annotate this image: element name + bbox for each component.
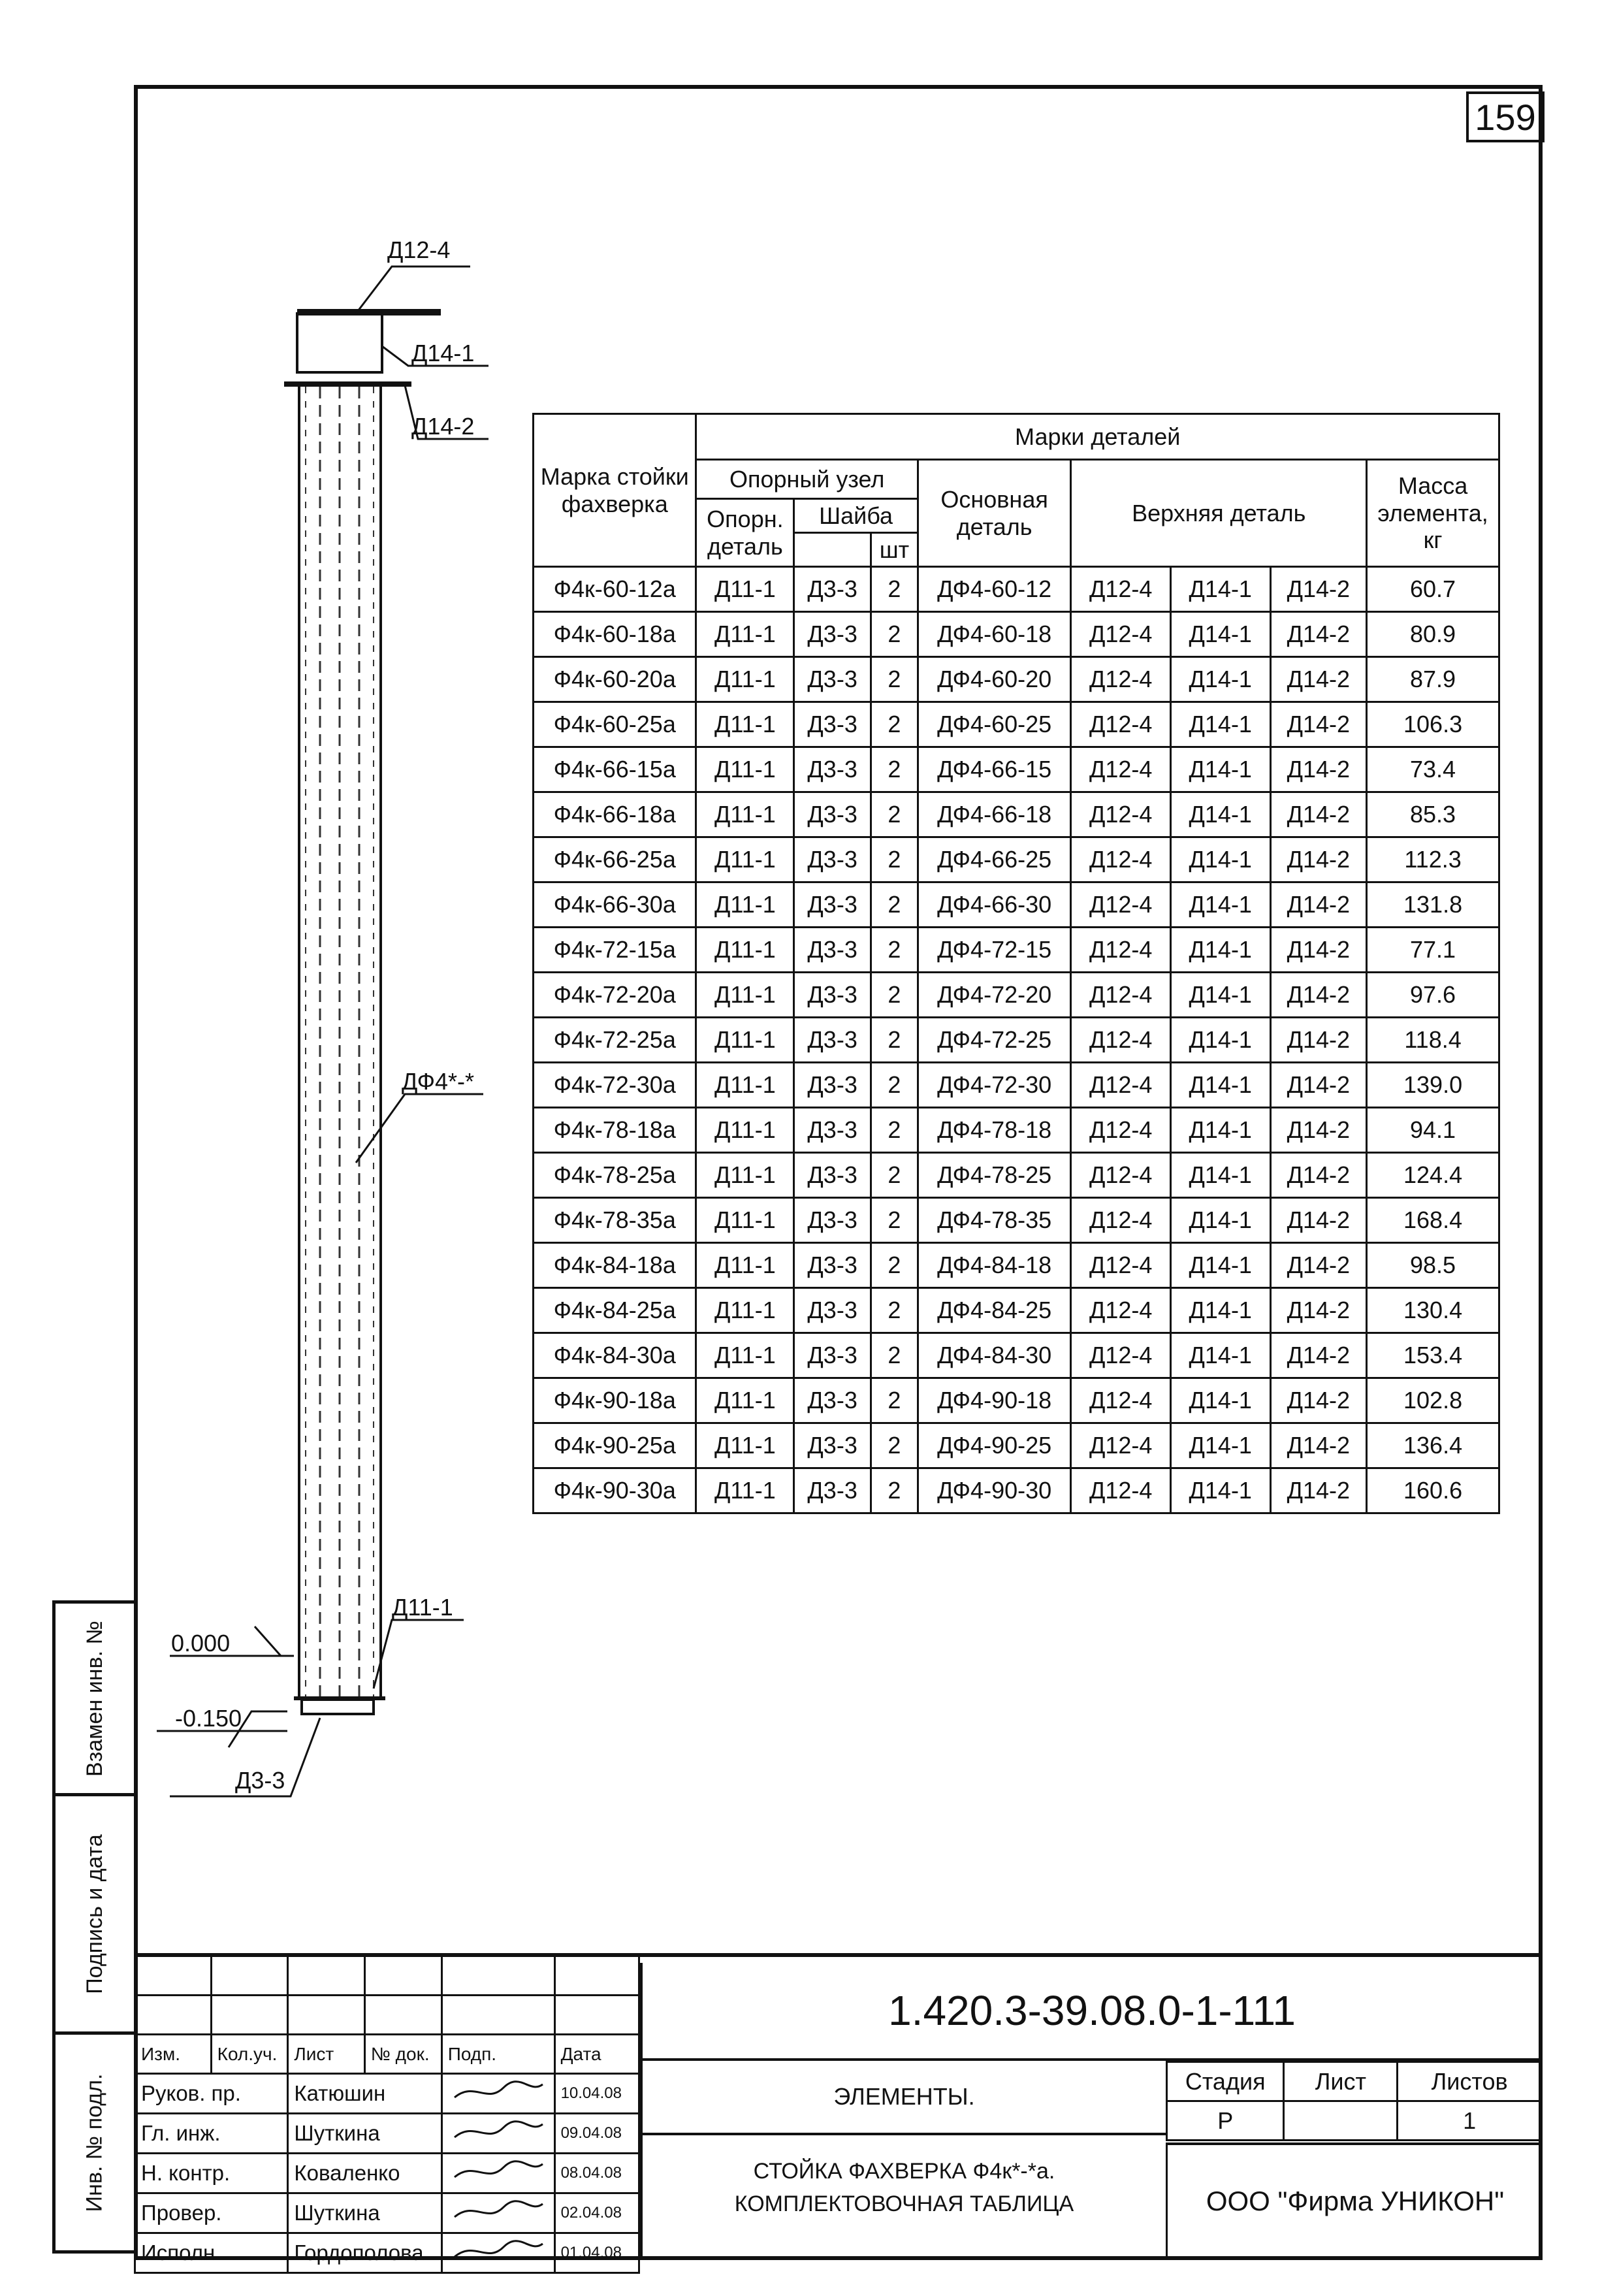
col-izm: Изм. <box>135 2035 212 2074</box>
leader-main <box>356 1094 483 1163</box>
washer-pcs: 2 <box>871 792 918 837</box>
upper-d14-2: Д14-2 <box>1270 973 1367 1018</box>
upper-d12: Д12-4 <box>1071 1198 1171 1243</box>
main-part: ДФ4-60-25 <box>918 702 1071 747</box>
support-part: Д11-1 <box>696 1108 794 1153</box>
washer-mark: Д3-3 <box>794 973 871 1018</box>
row-mark: Ф4к-60-12а <box>534 567 696 612</box>
washer-pcs: 2 <box>871 1063 918 1108</box>
signature <box>441 2154 554 2193</box>
sheet-value <box>1284 2101 1398 2141</box>
washer-mark: Д3-3 <box>794 882 871 928</box>
main-part: ДФ4-66-30 <box>918 882 1071 928</box>
col-doc: № док. <box>364 2035 441 2074</box>
support-part: Д11-1 <box>696 657 794 702</box>
table-row <box>534 1378 1499 1423</box>
washer-mark: Д3-3 <box>794 567 871 612</box>
upper-d14-1: Д14-1 <box>1170 1108 1270 1153</box>
main-part: ДФ4-78-18 <box>918 1108 1071 1153</box>
mass: 77.1 <box>1367 928 1499 973</box>
header-washer: Шайба <box>794 499 918 533</box>
revision-table <box>134 1955 640 2274</box>
washer-pcs: 2 <box>871 1108 918 1153</box>
main-part: ДФ4-90-18 <box>918 1378 1071 1423</box>
row-mark: Ф4к-78-25а <box>534 1153 696 1198</box>
label-d14-1: Д14-1 <box>411 340 475 366</box>
upper-d12: Д12-4 <box>1071 973 1171 1018</box>
date: 08.04.08 <box>554 2154 639 2193</box>
upper-d12: Д12-4 <box>1071 837 1171 882</box>
signature-row <box>135 2233 639 2273</box>
document-code: 1.420.3-39.08.0-1-111 <box>640 1963 1541 2061</box>
washer-mark: Д3-3 <box>794 1153 871 1198</box>
washer-mark: Д3-3 <box>794 837 871 882</box>
upper-d14-1: Д14-1 <box>1170 747 1270 792</box>
support-part: Д11-1 <box>696 882 794 928</box>
table-row <box>534 1198 1499 1243</box>
header-main-part: Основная деталь <box>918 460 1071 567</box>
signature-date-strip <box>52 1793 137 2035</box>
mass: 97.6 <box>1367 973 1499 1018</box>
main-shaft <box>299 385 381 1698</box>
upper-d12: Д12-4 <box>1071 1018 1171 1063</box>
signature <box>441 2193 554 2233</box>
washer-mark: Д3-3 <box>794 1333 871 1378</box>
col-kol: Кол.уч. <box>211 2035 288 2074</box>
role: Исполн. <box>135 2233 288 2273</box>
main-part: ДФ4-84-18 <box>918 1243 1071 1288</box>
stage-value: Р <box>1167 2101 1284 2141</box>
upper-d14-2: Д14-2 <box>1270 1288 1367 1333</box>
row-mark: Ф4к-90-30а <box>534 1468 696 1513</box>
upper-d12: Д12-4 <box>1071 1423 1171 1468</box>
washer-mark: Д3-3 <box>794 702 871 747</box>
main-part: ДФ4-84-25 <box>918 1288 1071 1333</box>
upper-d14-1: Д14-1 <box>1170 1153 1270 1198</box>
row-mark: Ф4к-72-20а <box>534 973 696 1018</box>
leader-d12-4 <box>356 267 470 314</box>
main-part: ДФ4-90-30 <box>918 1468 1071 1513</box>
washer-pcs: 2 <box>871 702 918 747</box>
washer-mark: Д3-3 <box>794 747 871 792</box>
washer-pcs: 2 <box>871 1198 918 1243</box>
sheets-label: Листов <box>1398 2062 1542 2101</box>
upper-d14-2: Д14-2 <box>1270 837 1367 882</box>
row-mark: Ф4к-66-15а <box>534 747 696 792</box>
sheet-number: 159 <box>1466 91 1545 142</box>
mass: 118.4 <box>1367 1018 1499 1063</box>
label-d3-3: Д3-3 <box>235 1767 285 1794</box>
upper-d12: Д12-4 <box>1071 1468 1171 1513</box>
row-mark: Ф4к-66-25а <box>534 837 696 882</box>
table-row <box>534 837 1499 882</box>
upper-d12: Д12-4 <box>1071 1333 1171 1378</box>
row-mark: Ф4к-72-30а <box>534 1063 696 1108</box>
table-row <box>534 1288 1499 1333</box>
header-part-marks: Марки деталей <box>696 414 1499 460</box>
mass: 106.3 <box>1367 702 1499 747</box>
mass: 136.4 <box>1367 1423 1499 1468</box>
table-row <box>534 1153 1499 1198</box>
support-part: Д11-1 <box>696 567 794 612</box>
upper-d14-2: Д14-2 <box>1270 1063 1367 1108</box>
table-row <box>534 1108 1499 1153</box>
support-part: Д11-1 <box>696 1243 794 1288</box>
label-elev-top: 0.000 <box>171 1630 231 1657</box>
table-row <box>534 1018 1499 1063</box>
support-part: Д11-1 <box>696 1423 794 1468</box>
replaced-inv-strip <box>52 1600 137 1796</box>
table-row <box>534 1243 1499 1288</box>
washer-pcs: 2 <box>871 1153 918 1198</box>
leader-d11-1 <box>374 1620 464 1689</box>
main-part: ДФ4-72-30 <box>918 1063 1071 1108</box>
table-row <box>534 702 1499 747</box>
washer-mark: Д3-3 <box>794 657 871 702</box>
mass: 130.4 <box>1367 1288 1499 1333</box>
upper-d14-1: Д14-1 <box>1170 1468 1270 1513</box>
washer-pcs: 2 <box>871 973 918 1018</box>
upper-d12: Д12-4 <box>1071 1108 1171 1153</box>
date: 02.04.08 <box>554 2193 639 2233</box>
main-part: ДФ4-78-25 <box>918 1153 1071 1198</box>
washer-pcs: 2 <box>871 612 918 657</box>
spec-table <box>532 413 1500 1514</box>
washer-pcs: 2 <box>871 1468 918 1513</box>
washer-mark: Д3-3 <box>794 1063 871 1108</box>
main-part: ДФ4-60-12 <box>918 567 1071 612</box>
header-mass: Масса элемента, кг <box>1367 460 1499 567</box>
person-name: Гордополова <box>288 2233 441 2273</box>
upper-d14-1: Д14-1 <box>1170 567 1270 612</box>
washer-pcs: 2 <box>871 1423 918 1468</box>
col-list: Лист <box>288 2035 364 2074</box>
stage-table <box>1166 2061 1543 2141</box>
upper-d14-2: Д14-2 <box>1270 928 1367 973</box>
upper-d14-1: Д14-1 <box>1170 1018 1270 1063</box>
support-part: Д11-1 <box>696 837 794 882</box>
washer-mark: Д3-3 <box>794 1288 871 1333</box>
main-part: ДФ4-66-18 <box>918 792 1071 837</box>
col-sign: Подп. <box>441 2035 554 2074</box>
date: 10.04.08 <box>554 2074 639 2114</box>
table-row <box>534 1423 1499 1468</box>
mass: 102.8 <box>1367 1378 1499 1423</box>
upper-d14-1: Д14-1 <box>1170 1243 1270 1288</box>
washer-pcs: 2 <box>871 882 918 928</box>
header-support-node: Опорный узел <box>696 460 918 499</box>
main-part: ДФ4-84-30 <box>918 1333 1071 1378</box>
column-drawing <box>131 216 522 1829</box>
upper-d12: Д12-4 <box>1071 702 1171 747</box>
washer-pcs: 2 <box>871 1243 918 1288</box>
upper-d12: Д12-4 <box>1071 747 1171 792</box>
support-part: Д11-1 <box>696 1153 794 1198</box>
role: Гл. инж. <box>135 2114 288 2154</box>
mass: 160.6 <box>1367 1468 1499 1513</box>
person-name: Катюшин <box>288 2074 441 2114</box>
signature-row <box>135 2193 639 2233</box>
washer-mark: Д3-3 <box>794 612 871 657</box>
washer-pcs: 2 <box>871 1333 918 1378</box>
upper-d14-2: Д14-2 <box>1270 702 1367 747</box>
title-area <box>640 2061 1166 2257</box>
mass: 98.5 <box>1367 1243 1499 1288</box>
washer-pcs: 2 <box>871 747 918 792</box>
table-row <box>534 882 1499 928</box>
date: 09.04.08 <box>554 2114 639 2154</box>
main-part: ДФ4-66-15 <box>918 747 1071 792</box>
upper-d12: Д12-4 <box>1071 1063 1171 1108</box>
stage-label: Стадия <box>1167 2062 1284 2101</box>
table-row <box>534 973 1499 1018</box>
signature <box>441 2114 554 2154</box>
upper-d12: Д12-4 <box>1071 792 1171 837</box>
upper-d14-1: Д14-1 <box>1170 702 1270 747</box>
upper-d14-2: Д14-2 <box>1270 1378 1367 1423</box>
signature-row <box>135 2114 639 2154</box>
col-date: Дата <box>554 2035 639 2074</box>
main-part: ДФ4-60-18 <box>918 612 1071 657</box>
upper-d14-1: Д14-1 <box>1170 928 1270 973</box>
table-row <box>534 612 1499 657</box>
row-mark: Ф4к-90-25а <box>534 1423 696 1468</box>
upper-d14-2: Д14-2 <box>1270 1333 1367 1378</box>
table-row <box>534 928 1499 973</box>
sheet-title-line-2: КОМПЛЕКТОВОЧНАЯ ТАБЛИЦА <box>734 2191 1074 2216</box>
sheets-value: 1 <box>1398 2101 1542 2141</box>
washer-pcs: 2 <box>871 1378 918 1423</box>
upper-d12: Д12-4 <box>1071 567 1171 612</box>
support-part: Д11-1 <box>696 1333 794 1378</box>
support-part: Д11-1 <box>696 973 794 1018</box>
sheet-title-line-1: СТОЙКА ФАХВЕРКА Ф4к*-*а. <box>753 2159 1055 2184</box>
main-part: ДФ4-72-15 <box>918 928 1071 973</box>
upper-d14-1: Д14-1 <box>1170 973 1270 1018</box>
support-part: Д11-1 <box>696 702 794 747</box>
main-part: ДФ4-90-25 <box>918 1423 1071 1468</box>
label-main: ДФ4*-* <box>402 1068 474 1095</box>
washer-d3-3 <box>302 1700 374 1714</box>
role: Провер. <box>135 2193 288 2233</box>
upper-d14-1: Д14-1 <box>1170 612 1270 657</box>
washer-mark: Д3-3 <box>794 928 871 973</box>
original-inv-strip <box>52 2031 137 2254</box>
main-part: ДФ4-72-20 <box>918 973 1071 1018</box>
main-part: ДФ4-66-25 <box>918 837 1071 882</box>
label-elev-bottom: -0.150 <box>175 1705 242 1732</box>
support-part: Д11-1 <box>696 1063 794 1108</box>
support-part: Д11-1 <box>696 1468 794 1513</box>
signature <box>441 2233 554 2273</box>
upper-d12: Д12-4 <box>1071 612 1171 657</box>
sheet-label: Лист <box>1284 2062 1398 2101</box>
upper-d12: Д12-4 <box>1071 1288 1171 1333</box>
upper-d14-2: Д14-2 <box>1270 612 1367 657</box>
upper-d14-1: Д14-1 <box>1170 837 1270 882</box>
header-upper-part: Верхняя деталь <box>1071 460 1367 567</box>
washer-mark: Д3-3 <box>794 1018 871 1063</box>
row-mark: Ф4к-84-18а <box>534 1243 696 1288</box>
washer-pcs: 2 <box>871 1288 918 1333</box>
row-mark: Ф4к-66-18а <box>534 792 696 837</box>
main-part: ДФ4-72-25 <box>918 1018 1071 1063</box>
mass: 94.1 <box>1367 1108 1499 1153</box>
support-part: Д11-1 <box>696 928 794 973</box>
support-part: Д11-1 <box>696 792 794 837</box>
upper-d14-2: Д14-2 <box>1270 1423 1367 1468</box>
mass: 153.4 <box>1367 1333 1499 1378</box>
row-mark: Ф4к-66-30а <box>534 882 696 928</box>
signature-row <box>135 2154 639 2193</box>
upper-d12: Д12-4 <box>1071 928 1171 973</box>
upper-d14-2: Д14-2 <box>1270 1198 1367 1243</box>
role: Н. контр. <box>135 2154 288 2193</box>
row-mark: Ф4к-72-25а <box>534 1018 696 1063</box>
upper-d14-1: Д14-1 <box>1170 1063 1270 1108</box>
main-part: ДФ4-78-35 <box>918 1198 1071 1243</box>
table-row <box>534 1333 1499 1378</box>
main-part: ДФ4-60-20 <box>918 657 1071 702</box>
section-title: ЭЛЕМЕНТЫ. <box>643 2061 1166 2135</box>
upper-d14-2: Д14-2 <box>1270 792 1367 837</box>
header-washer-mark <box>794 533 871 567</box>
washer-mark: Д3-3 <box>794 1378 871 1423</box>
washer-pcs: 2 <box>871 567 918 612</box>
upper-d12: Д12-4 <box>1071 1378 1171 1423</box>
upper-d14-2: Д14-2 <box>1270 882 1367 928</box>
mass: 73.4 <box>1367 747 1499 792</box>
row-mark: Ф4к-90-18а <box>534 1378 696 1423</box>
label-d11-1: Д11-1 <box>392 1594 453 1621</box>
row-mark: Ф4к-84-30а <box>534 1333 696 1378</box>
row-mark: Ф4к-72-15а <box>534 928 696 973</box>
signature-row <box>135 2074 639 2114</box>
table-row <box>534 747 1499 792</box>
row-mark: Ф4к-60-20а <box>534 657 696 702</box>
washer-mark: Д3-3 <box>794 792 871 837</box>
replaced-inv-label: Взамен инв. № <box>82 1620 107 1777</box>
washer-mark: Д3-3 <box>794 1468 871 1513</box>
header-pcs: шт <box>871 533 918 567</box>
mass: 60.7 <box>1367 567 1499 612</box>
header-mark: Марка стойки фахверка <box>534 414 696 567</box>
upper-d12: Д12-4 <box>1071 882 1171 928</box>
mass: 139.0 <box>1367 1063 1499 1108</box>
row-mark: Ф4к-84-25а <box>534 1288 696 1333</box>
mass: 131.8 <box>1367 882 1499 928</box>
upper-d12: Д12-4 <box>1071 1243 1171 1288</box>
original-inv-label: Инв. № подл. <box>82 2073 107 2212</box>
upper-d12: Д12-4 <box>1071 1153 1171 1198</box>
person-name: Шуткина <box>288 2114 441 2154</box>
mass: 80.9 <box>1367 612 1499 657</box>
upper-d14-2: Д14-2 <box>1270 1468 1367 1513</box>
support-part: Д11-1 <box>696 747 794 792</box>
mass: 112.3 <box>1367 837 1499 882</box>
upper-d14-1: Д14-1 <box>1170 657 1270 702</box>
upper-d14-1: Д14-1 <box>1170 882 1270 928</box>
upper-d14-1: Д14-1 <box>1170 1288 1270 1333</box>
upper-d14-2: Д14-2 <box>1270 747 1367 792</box>
washer-mark: Д3-3 <box>794 1423 871 1468</box>
washer-mark: Д3-3 <box>794 1198 871 1243</box>
mass: 87.9 <box>1367 657 1499 702</box>
label-d14-2: Д14-2 <box>411 413 475 440</box>
row-mark: Ф4к-78-35а <box>534 1198 696 1243</box>
table-row <box>534 792 1499 837</box>
mass: 168.4 <box>1367 1198 1499 1243</box>
washer-pcs: 2 <box>871 928 918 973</box>
upper-d14-1: Д14-1 <box>1170 1198 1270 1243</box>
support-part: Д11-1 <box>696 1198 794 1243</box>
mass: 124.4 <box>1367 1153 1499 1198</box>
table-row <box>534 657 1499 702</box>
label-d12-4: Д12-4 <box>387 236 451 263</box>
row-mark: Ф4к-60-25а <box>534 702 696 747</box>
mass: 85.3 <box>1367 792 1499 837</box>
role: Руков. пр. <box>135 2074 288 2114</box>
header-support-part: Опорн. деталь <box>696 499 794 567</box>
date: 01.04.08 <box>554 2233 639 2273</box>
support-part: Д11-1 <box>696 1378 794 1423</box>
table-row <box>534 1063 1499 1108</box>
upper-d14-1: Д14-1 <box>1170 1333 1270 1378</box>
washer-pcs: 2 <box>871 657 918 702</box>
upper-d14-2: Д14-2 <box>1270 657 1367 702</box>
washer-pcs: 2 <box>871 1018 918 1063</box>
upper-d14-1: Д14-1 <box>1170 1423 1270 1468</box>
support-part: Д11-1 <box>696 1288 794 1333</box>
signature <box>441 2074 554 2114</box>
upper-d14-2: Д14-2 <box>1270 1108 1367 1153</box>
upper-d14-1: Д14-1 <box>1170 792 1270 837</box>
washer-mark: Д3-3 <box>794 1108 871 1153</box>
upper-d14-2: Д14-2 <box>1270 1153 1367 1198</box>
table-row <box>534 567 1499 612</box>
washer-mark: Д3-3 <box>794 1243 871 1288</box>
support-part: Д11-1 <box>696 1018 794 1063</box>
upper-d12: Д12-4 <box>1071 657 1171 702</box>
person-name: Коваленко <box>288 2154 441 2193</box>
row-mark: Ф4к-78-18а <box>534 1108 696 1153</box>
washer-pcs: 2 <box>871 837 918 882</box>
row-mark: Ф4к-60-18а <box>534 612 696 657</box>
upper-node <box>297 314 382 372</box>
signature-date-label: Подпись и дата <box>82 1834 107 1994</box>
person-name: Шуткина <box>288 2193 441 2233</box>
upper-d14-2: Д14-2 <box>1270 1243 1367 1288</box>
company-name: ООО "Фирма УНИКОН" <box>1166 2142 1543 2257</box>
support-part: Д11-1 <box>696 612 794 657</box>
upper-d14-1: Д14-1 <box>1170 1378 1270 1423</box>
upper-d14-2: Д14-2 <box>1270 1018 1367 1063</box>
table-row <box>534 1468 1499 1513</box>
upper-d14-2: Д14-2 <box>1270 567 1367 612</box>
